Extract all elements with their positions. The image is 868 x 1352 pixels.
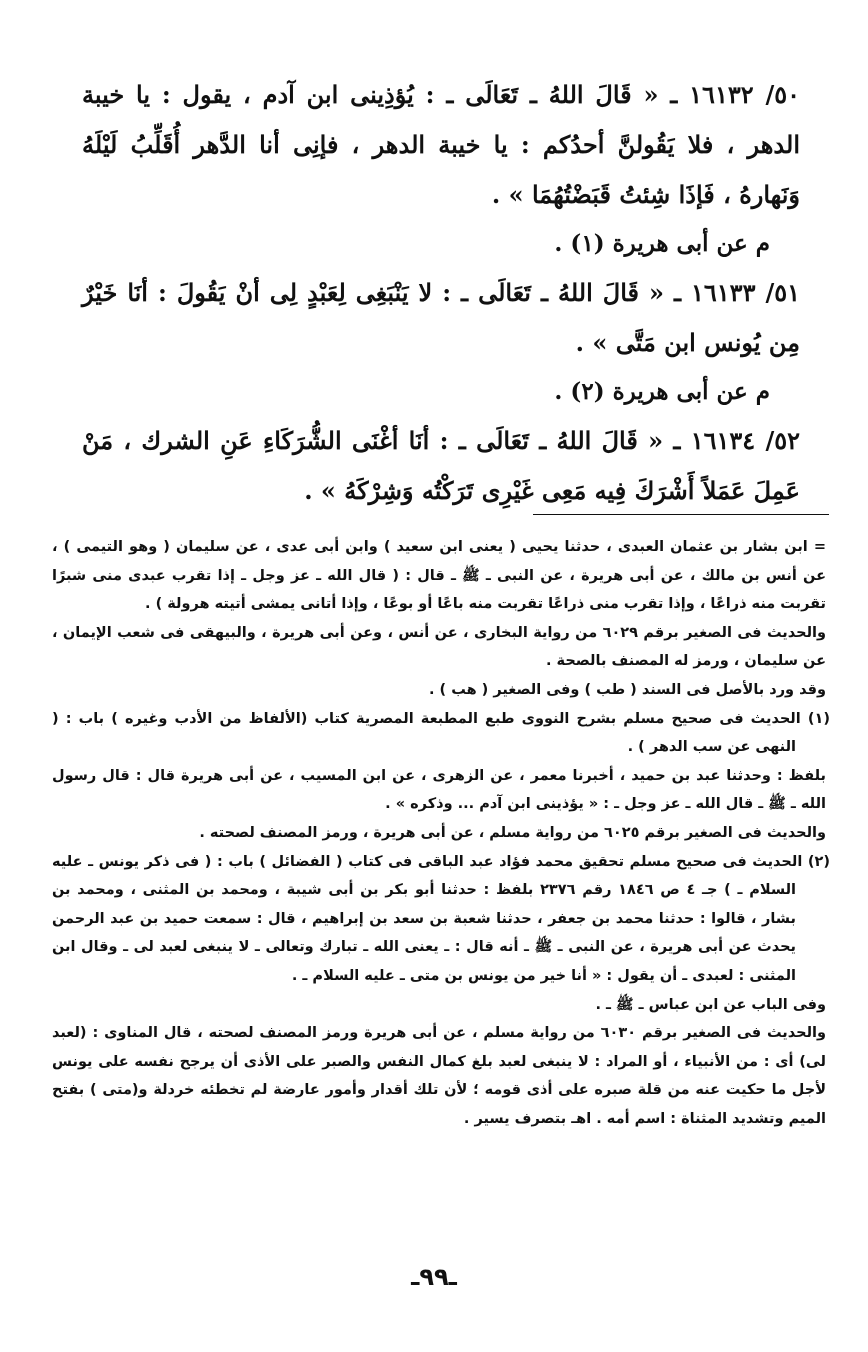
footnote-2-paragraph: وفى الباب عن ابن عباس ـ ﷺ ـ . [595,996,826,1013]
footnote-1-paragraph: والحديث فى الصغير برقم ٦٠٢٥ من رواية مسلم ، عن أبى هريرة ، ورمز المصنف لصحته . [199,824,826,841]
footnote-2 [52,848,830,991]
footnote-1-marker: (١) [807,710,830,727]
footnote-2-paragraph: والحديث فى الصغير برقم ٦٠٣٠ من رواية مسلم ، عن أبى هريرة ورمز المصنف لصحته ، قال المناوى : (لعبد لى) أى : من الأنبياء ، أو المراد : لا ينبغى لعبد بلغ كمال النفس والصبر على الأذى أن يرجح نفسه على يونس لأجل ما حكيت عنه من قلة صبره على أذى قومه ؛ لأن تلك أقدار وأمور عارضة لم تخطئه خردلة و(متى ) بفتح الميم وتشديد المثناة : اسم أمه . اهـ بتصرف يسير . [52,1025,827,1127]
hadith-entry-51: ٥١/ ١٦١٣٣ ـ « قَالَ اللهُ ـ تَعَالَى ـ : لا يَنْبَغِى لِعَبْدٍ لِى أنْ يَقُولَ : أنَا خَيْرٌ مِن يُونس ابن مَتَّى » . [82,278,800,357]
footnote-1 [52,705,830,762]
hadith-source-50: م عن أبى هريرة (١) . [554,230,770,257]
hadith-source-51: م عن أبى هريرة (٢) . [554,378,770,405]
main-text [82,70,800,516]
hadith-entry-52: ٥٢/ ١٦١٣٤ ـ « قَالَ اللهُ ـ تَعَالَى ـ : أنَا أغْنَى الشُّرَكَاءِ عَنِ الشرك ، مَنْ عَمِلَ عَمَلاً أَشْرَكَ فِيه مَعِى غَيْرِى تَرَكْتُه وَشِرْكَهُ » . [82,426,800,505]
footnote-continuation-line: وقد ورد بالأصل فى السند ( طب ) وفى الصغير ( هب ) . [428,681,826,698]
footnote-1-text: الحديث فى صحيح مسلم بشرح النووى طبع المطبعة المصرية كتاب (الألفاظ من الأدب وغيره ) باب : ( النهى عن سب الدهر ) . [52,710,801,756]
footnotes [52,533,830,1133]
footnote-separator [533,514,829,515]
footnote-1-paragraph: بلفظ : وحدثنا عبد بن حميد ، أخبرنا معمر ، عن الزهرى ، عن ابن المسيب ، عن أبى هريرة قال : قال رسول الله ـ ﷺ ـ قال الله ـ عز وجل ـ : « يؤذينى ابن آدم ... وذكره » . [52,767,826,813]
footnote-continuation-line: = ابن بشار بن عثمان العبدى ، حدثنا يحيى ( يعنى ابن سعيد ) وابن أبى عدى ، عن سليمان ( وهو التيمى ) ، عن أنس بن مالك ، عن أبى هريرة ، عن النبى ـ ﷺ ـ قال : ( قال الله ـ عز وجل ـ إذا تقرب عبدى منى شبرًا تقربت منه ذراعًا ، وإذا تقرب منى ذراعًا تقربت منه باعًا أو بوعًا ، وإذا أتانى يمشى أتيته هرولة ) . [52,539,826,613]
footnote-2-text: الحديث فى صحيح مسلم تحقيق محمد فؤاد عبد الباقى فى كتاب ( الفضائل ) باب : ( فى ذكر يونس ـ عليه السلام ـ ) جـ ٤ ص ١٨٤٦ رقم ٢٣٧٦ بلفظ : حدثنا أبو بكر بن أبى شيبة ، ومحمد بن المثنى ، ومحمد بن بشار ، قالوا : حدثنا محمد بن جعفر ، حدثنا شعبة بن سعد بن إبراهيم ، قال : سمعت حميد بن عبد الرحمن يحدث عن أبى هريرة ، عن النبى ـ ﷺ ـ أنه قال : ـ يعنى الله ـ تبارك وتعالى ـ لا ينبغى لعبد لى ـ وقال ابن المثنى : لعبدى ـ أن يقول : « أنا خير من يونس بن متى ـ عليه السلام ـ . [52,853,803,984]
page-number: ـ٩٩ـ [411,1263,457,1291]
footnote-continuation-line: والحديث فى الصغير برقم ٦٠٢٩ من رواية البخارى ، عن أنس ، وعن أبى هريرة ، والبيهقى فى شعب الإيمان ، عن سليمان ، ورمز له المصنف بالصحة . [52,624,826,670]
hadith-entry-50: ٥٠/ ١٦١٣٢ ـ « قَالَ اللهُ ـ تَعَالَى ـ : يُؤذِينى ابن آدم ، يقول : يا خيبة الدهر ، فلا يَقُولنَّ أحدُكم : يا خيبة الدهر ، فإنِى أنا الدَّهر أُقَلِّبُ لَيْلَهُ وَنَهارهُ ، فَإذَا شِئتُ قَبَضْتُهُمَا » . [82,80,800,209]
footnote-2-marker: (٢) [807,853,830,870]
